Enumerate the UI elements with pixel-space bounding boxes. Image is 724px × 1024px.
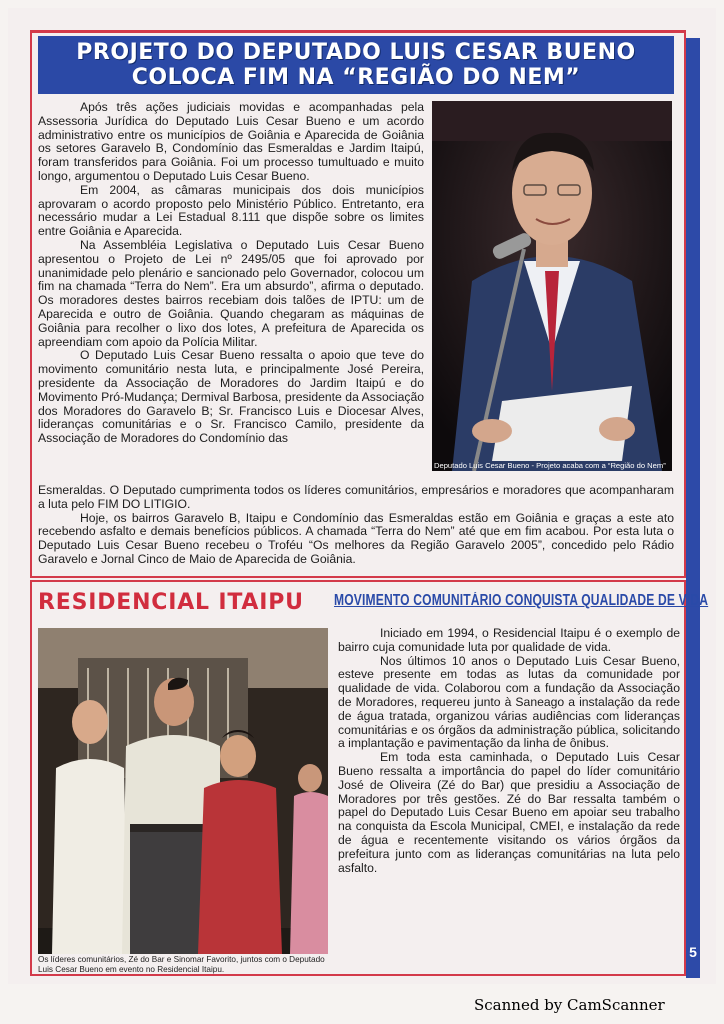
article-paragraph: Hoje, os bairros Garavelo B, Itaipu e Condomínio das Esmeraldas estão em Goiânia e graças a este ato recebendo asfalto e demais benefícios públicos. A chamada “Terra do Nem” até que em fim acabou. Por esta luta o Deputado Luis Cesar Bueno recebeu o Troféu “Os melhores da Região Garavelo 2005”, concedido pelo Rádio Garavelo e Jornal Cinco de Maio de Aparecida de Goiânia. (38, 510, 674, 566)
headline-line1: PROJETO DO DEPUTADO LUIS CESAR BUENO (76, 40, 636, 65)
section-paragraph: Em toda esta caminhada, o Deputado Luis Cesar Bueno ressalta a importância do papel do líder comunitário José de Oliveira (Zé do Bar) que presidiu a Associação de Moradores por três gestões. Zé do Bar ressalta também o papel do Deputado Luis Cesar Bueno em apoiar seu trabalho na conquista da Escola Municipal, CMEI, e instalação da rede de água e recentemente visitando os vários órgãos da prefeitura junto com as lideranças comunitárias na luta pelo asfalto. (338, 750, 680, 875)
photo-caption: Deputado Luis Cesar Bueno - Projeto acaba com a “Região do Nem” (434, 461, 666, 470)
article-paragraph: Esmeraldas. O Deputado cumprimenta todos os líderes comunitários, empresários e moradores que acompanharam a luta pelo FIM DO LITIGIO. (38, 483, 674, 511)
article-paragraph: Após três ações judiciais movidas e acompanhadas pela Assessoria Jurídica do Deputado Luis Cesar Bueno e um acordo administrativo entre os municípios de Goiânia e Aparecida de Goiânia os setores Garavelo B, Condomínio das Esmeraldas e Jardim Itaipú, foram transferidos para Goiânia. Foi um processo tumultuado e muito longo, argumentou o Deputado Luis Cesar Bueno. (38, 100, 424, 183)
section-body (338, 627, 680, 875)
photo-caption: Os líderes comunitários, Zé do Bar e Sinomar Favorito, juntos com o Deputado Luis Cesar Bueno em evento no Residencial Itaipu. (38, 955, 325, 974)
headline-banner (38, 36, 674, 94)
scanner-footer: Scanned by CamScanner (474, 996, 665, 1014)
page-number: 5 (689, 944, 697, 960)
article-paragraph: Em 2004, as câmaras municipais dos dois municípios aprovaram o acordo proposto pelo Ministério Público. Entretanto, era necessário mudar a Lei Estadual 8.111 que dispõe sobre os limites entre Goiânia e Aparecida. (38, 182, 424, 239)
section-subtitle: MOVIMENTO COMUNITÁRIO CONQUISTA QUALIDADE DE VIDA (334, 592, 709, 609)
article-paragraph: O Deputado Luis Cesar Bueno ressalta o apoio que teve do movimento comunitário nesta luta, e principalmente José Pereira, presidente da Associação de Moradores do Jardim Itaipú e do Movimento Pró-Mudança; Dermival Barbosa, presidente da Associação dos Moradores do Garavelo B; Sr. Francisco Luis e Diocesar Alves, lideranças comunitárias e o Sr. Francisco Camilo, presidente da Associação de Moradores do Condomínio das (38, 348, 424, 446)
article-body-top (38, 101, 424, 446)
side-bar (686, 38, 700, 978)
section-paragraph: Nos últimos 10 anos o Deputado Luis Cesar Bueno, esteve presente em todas as lutas da comunidade por qualidade de vida. Colaborou com a fundação da Associação de Moradores, requereu junto à Saneago a instalação da rede de água tratada, organizou várias audiências com lideranças comunitárias e os órgãos da administração pública, solicitando a implantação e pavimentação da linha de ônibus. (338, 653, 680, 751)
community-leaders-photo (38, 628, 328, 954)
deputy-photo (432, 101, 672, 471)
article-paragraph: Na Assembléia Legislativa o Deputado Luis Cesar Bueno apresentou o Projeto de Lei nº 2495/05 que foi aprovado por unanimidade pelo plenário e sancionado pelo Governador, colocou um fim na chamada “Terra do Nem”. Era um absurdo”, afirma o deputado. Os moradores destes bairros recebiam dois talões de IPTU: um de Aparecida e outro de Goiânia. Quando chegaram as máquinas de Goiânia para recolher o lixo dos lotes, A prefeitura de Aparecida os apreendiam com apoio da Polícia Militar. (38, 237, 424, 349)
section-paragraph: Iniciado em 1994, o Residencial Itaipu é o exemplo de bairro cuja comunidade luta por qualidade de vida. (338, 626, 680, 654)
section-title: RESIDENCIAL ITAIPU (38, 590, 304, 615)
headline-line2: COLOCA FIM NA “REGIÃO DO NEM” (131, 65, 581, 90)
article-body-bottom (38, 484, 674, 567)
